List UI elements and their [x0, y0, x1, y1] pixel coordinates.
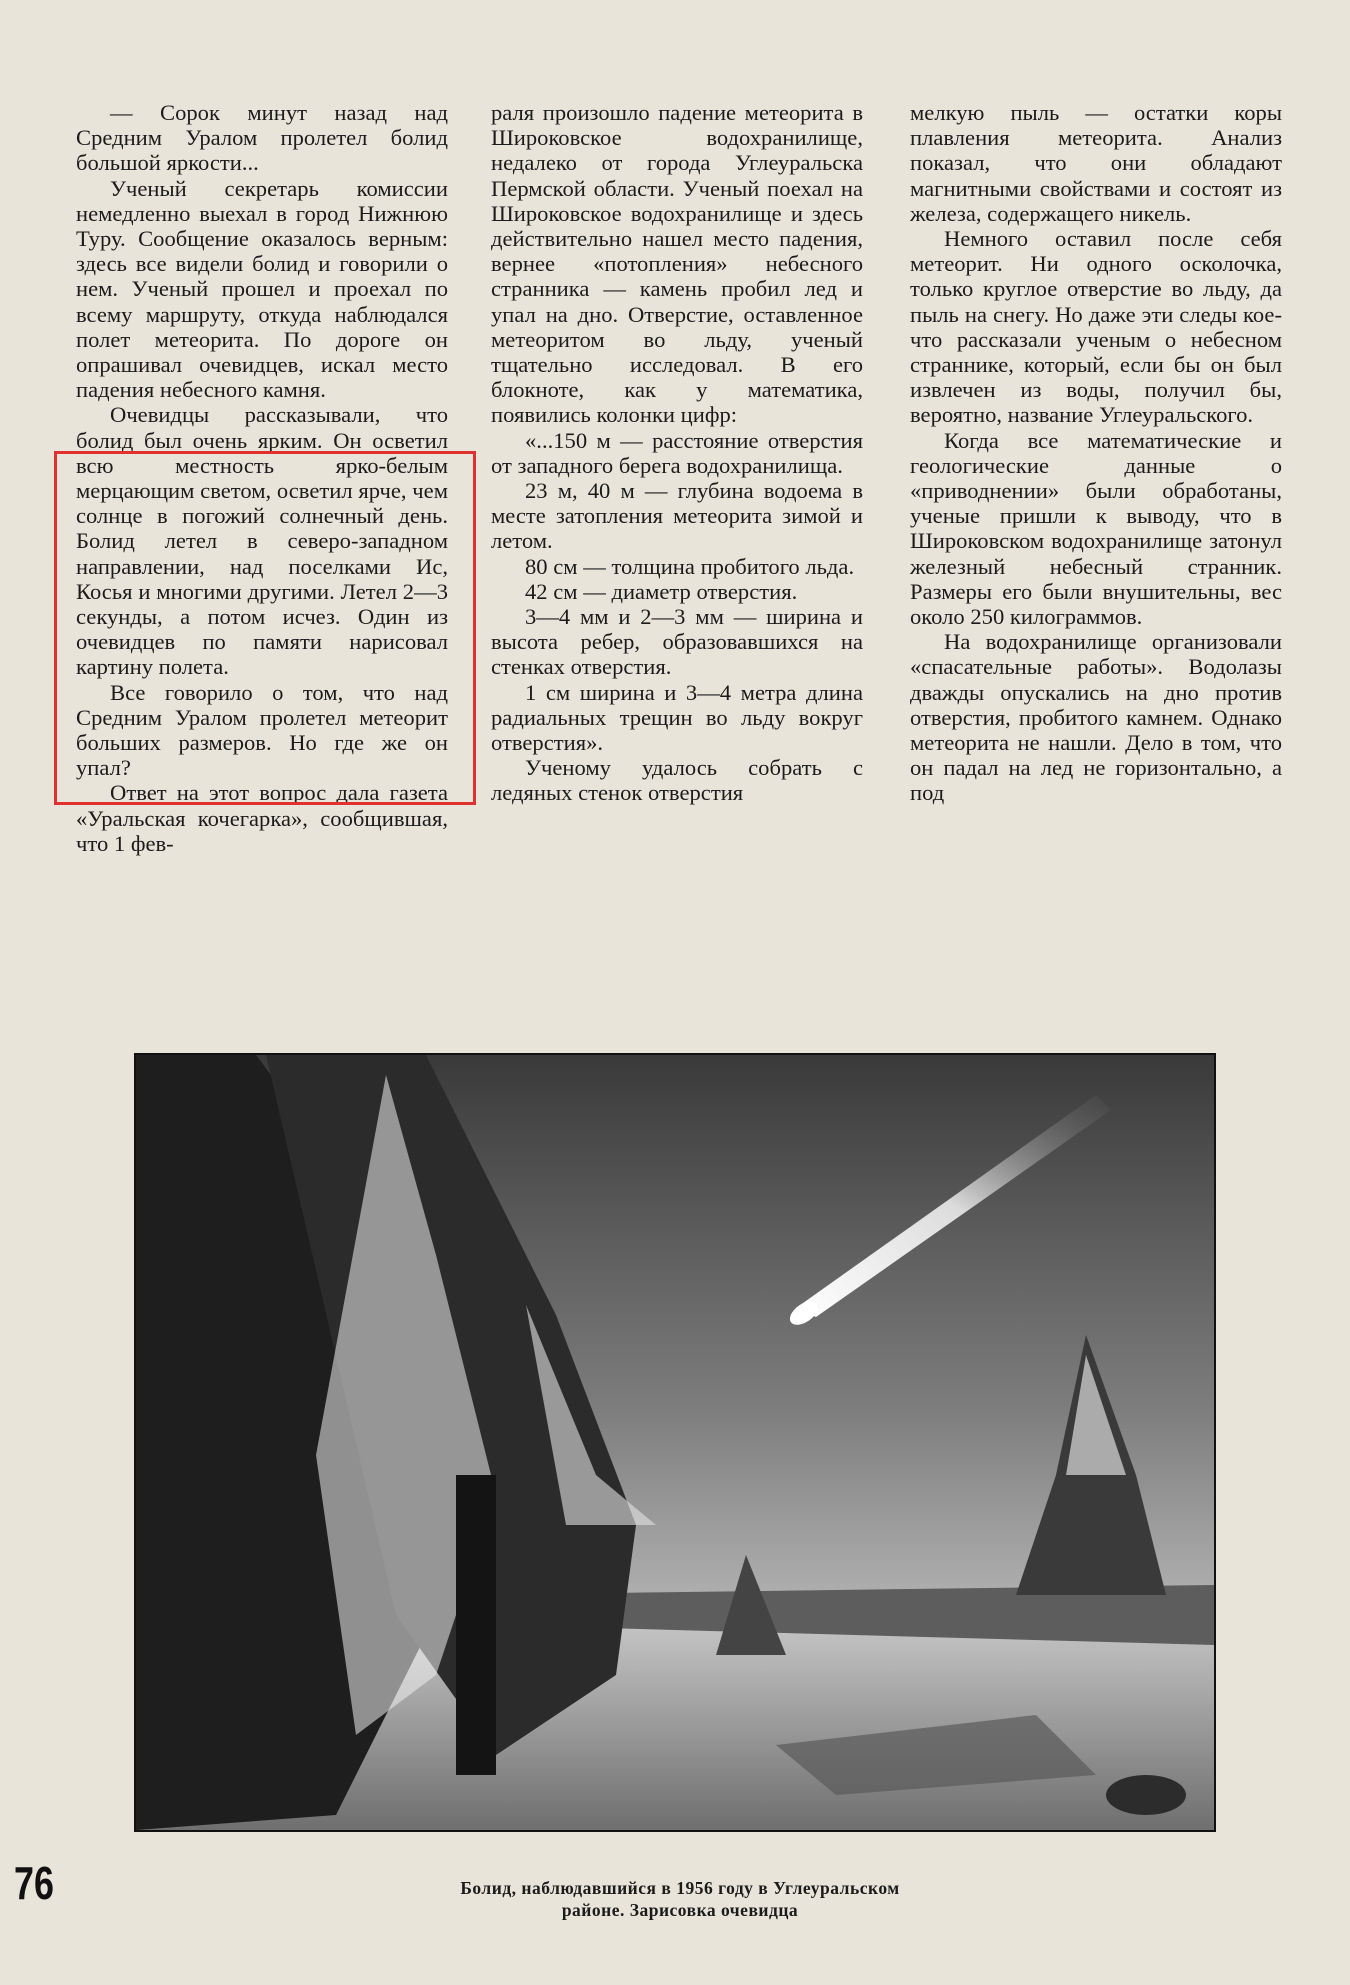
paragraph: Все говорило о том, что над Средним Уралом пролетел метеорит больших размеров. Но где же он упал?	[76, 679, 448, 781]
caption-line: Болид, наблюдавшийся в 1956 году в Углеуральском	[460, 1878, 900, 1898]
paragraph: На водохранилище организовали «спасательные работы». Водолазы дважды опускались на дно против отверстия, пробитого камнем. Однако метеорита не нашли. Дело в том, что он падал на лед не горизонтально, а под	[910, 629, 1282, 806]
paragraph: 3—4 мм и 2—3 мм — ширина и высота ребер, образовавшихся на стенках отверстия.	[491, 604, 863, 680]
paragraph: 23 м, 40 м — глубина водоема в месте затопления метеорита зимой и летом.	[491, 478, 863, 554]
page-number: 76	[14, 1857, 54, 1909]
paragraph: 42 см — диаметр отверстия.	[525, 578, 798, 604]
paragraph-highlighted: Очевидцы рассказывали, что болид был очень ярким. Он осветил всю местность ярко-белым мерцающим светом, осветил ярче, чем солнце в погожий солнечный день. Болид летел в северо-западном направлении, над поселками Ис, Косья и многими другими. Летел 2—3 секунды, а потом исчез. Один из очевидцев по памяти нарисовал картину полета.	[76, 402, 448, 680]
paragraph: 1 см ширина и 3—4 метра длина радиальных трещин во льду вокруг отверстия».	[491, 679, 863, 756]
paragraph: «...150 м — расстояние отверстия от западного берега водохранилища.	[491, 427, 863, 478]
paragraph: Ответ на этот вопрос дала газета «Уральская кочегарка», сообщившая, что 1 фев-	[76, 780, 448, 856]
meteor-illustration	[134, 1053, 1216, 1832]
paragraph: Когда все математические и геологические данные о «приводнении» были обработаны, ученые пришли к выводу, что в Широковском водохранилище затонул железный небесный странник. Размеры его были внушительны, вес около 250 килограммов.	[910, 427, 1282, 630]
paragraph: Ученый секретарь комиссии немедленно выехал в город Нижнюю Туру. Сообщение оказалось верным: здесь все видели болид и говорили о нем. Ученый прошел и проехал по всему маршруту, откуда наблюдался полет метеорита. По дороге он опрашивал очевидцев, искал место падения небесного камня.	[76, 175, 448, 403]
caption-line: районе. Зарисовка очевидца	[561, 1900, 799, 1920]
text-column-3	[910, 100, 1282, 806]
paragraph: — Сорок минут назад над Средним Уралом пролетел болид большой яркости...	[76, 100, 448, 176]
paragraph: Ученому удалось собрать с ледяных стенок отверстия	[491, 755, 863, 806]
paragraph: мелкую пыль — остатки коры плавления метеорита. Анализ показал, что они обладают магнитными свойствами и состоят из железа, содержащего никель.	[910, 100, 1282, 226]
paragraph: раля произошло падение метеорита в Широковское водохранилище, недалеко от города Углеуральска Пермской области. Ученый поехал на Широковское водохранилище и здесь действительно нашел место падения, вернее «потопления» небесного странника — камень пробил лед и упал на дно. Отверстие, оставленное метеоритом во льду, ученый тщательно исследовал. В его блокноте, как у математика, появились колонки цифр:	[491, 100, 863, 428]
paragraph: 80 см — толщина пробитого льда.	[525, 553, 855, 579]
paragraph: Немного оставил после себя метеорит. Ни одного осколочка, только круглое отверстие во льду, да пыль на снегу. Но даже эти следы кое-что рассказали ученым о небесном страннике, который, если бы он был извлечен из воды, получил бы, вероятно, название Углеуральского.	[910, 226, 1282, 428]
selection-highlight-box	[54, 451, 476, 805]
illustration-caption	[330, 1877, 1030, 1921]
text-column-2	[491, 100, 863, 806]
winter-forest-meteor-drawing	[136, 1055, 1214, 1830]
